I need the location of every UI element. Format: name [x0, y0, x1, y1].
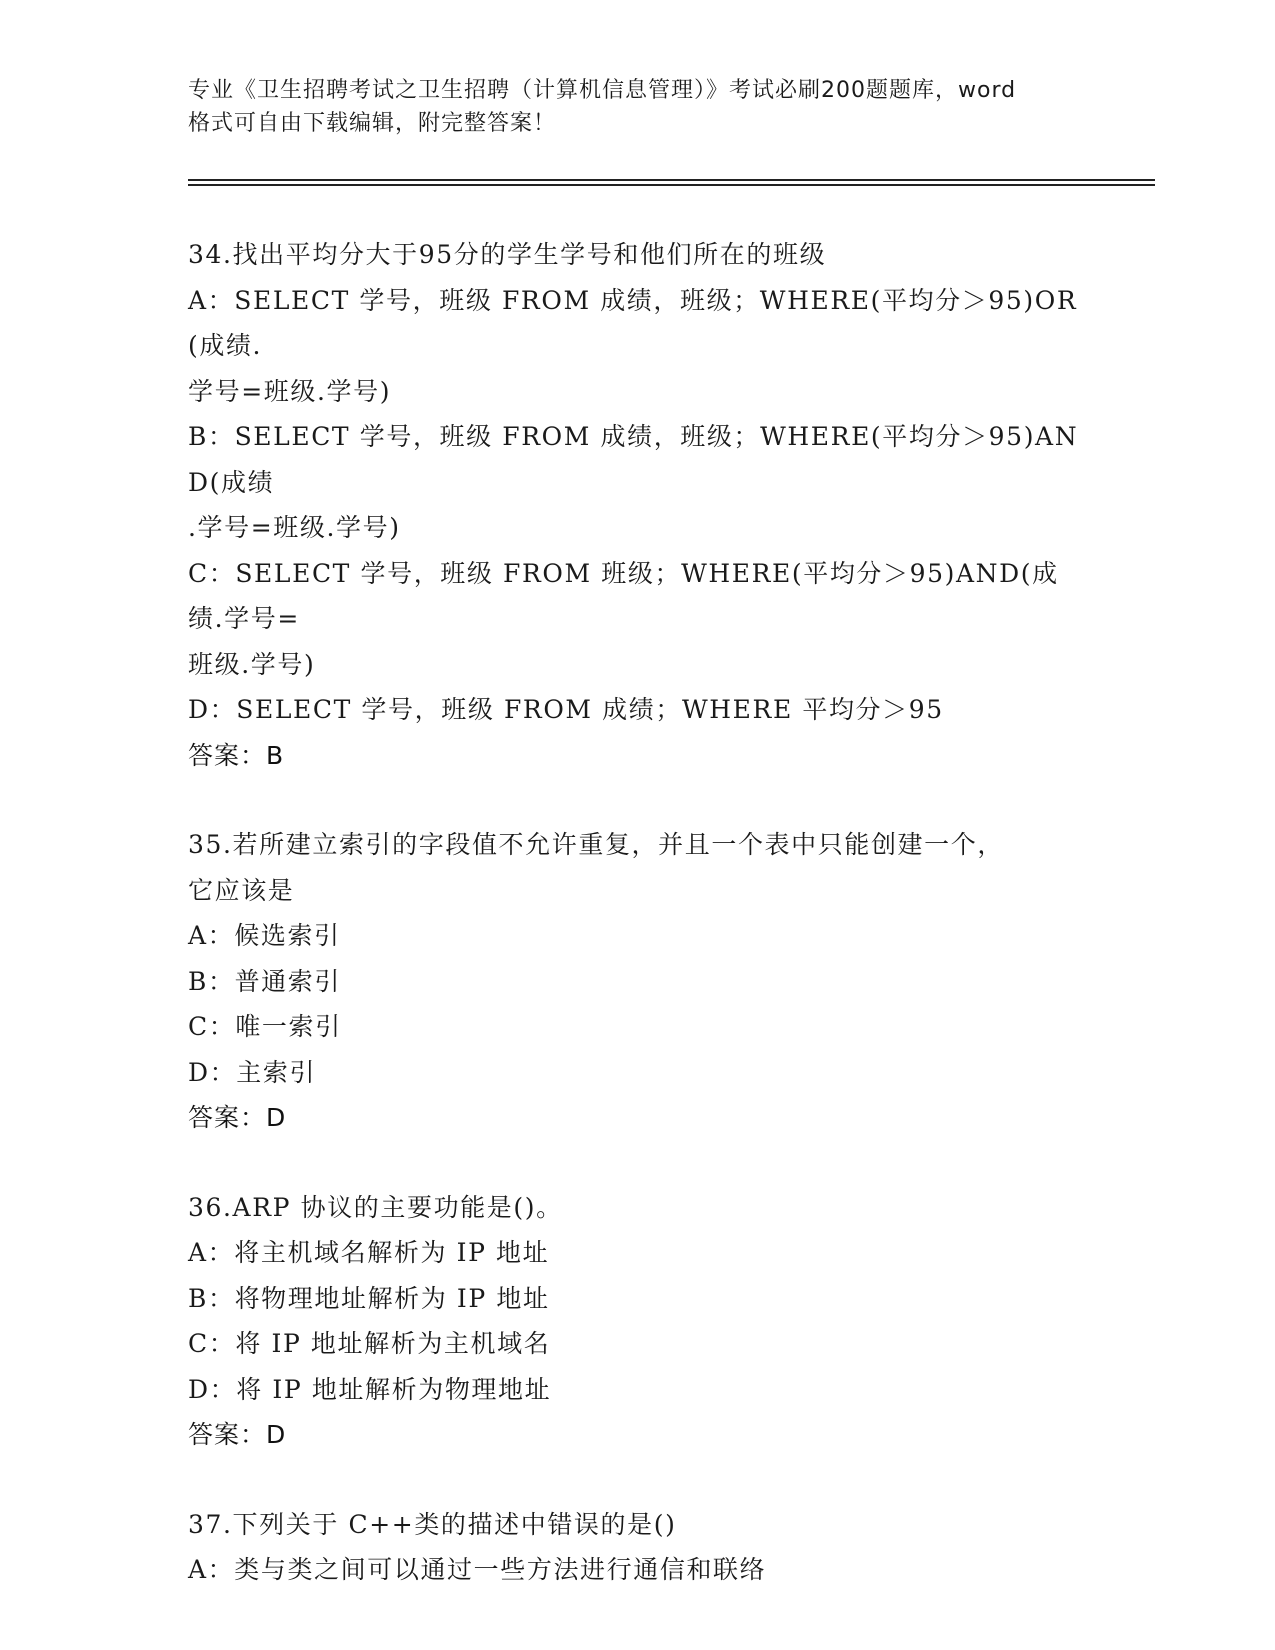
question-list: [188, 232, 1088, 1637]
question-block: [188, 232, 1088, 778]
question-block: [188, 1502, 1088, 1593]
question-stem: 37.下列关于 C++类的描述中错误的是(): [188, 1509, 677, 1539]
question-stem: 34.找出平均分大于95分的学生学号和他们所在的班级: [188, 240, 827, 269]
option-line: B：将物理地址解析为 IP 地址: [188, 1283, 550, 1313]
option-line: D：将 IP 地址解析为物理地址: [188, 1374, 552, 1404]
option-line: D：SELECT 学号，班级 FROM 成绩；WHERE 平均分＞95: [188, 695, 944, 724]
question-block: [188, 1185, 1088, 1458]
answer-line: 答案：D: [188, 1103, 287, 1132]
document-header: [188, 74, 1088, 140]
option-line: C：SELECT 学号，班级 FROM 班级；WHERE(平均分＞95)AND(成绩.学号=: [188, 558, 1059, 633]
answer-line: 答案：D: [188, 1420, 287, 1449]
question-stem: 它应该是: [188, 875, 295, 905]
option-line: B：SELECT 学号，班级 FROM 成绩，班级；WHERE(平均分＞95)AND(成绩: [188, 422, 1079, 497]
option-line: D：主索引: [188, 1057, 317, 1087]
option-line: .学号=班级.学号): [188, 513, 401, 542]
option-line: C：将 IP 地址解析为主机域名: [188, 1329, 551, 1358]
answer-line: 答案：B: [188, 740, 285, 770]
option-line: C：唯一索引: [188, 1012, 342, 1041]
question-stem: 35.若所建立索引的字段值不允许重复，并且一个表中只能创建一个，: [188, 830, 1004, 859]
question-block: [188, 822, 1088, 1141]
option-line: B：普通索引: [188, 966, 341, 996]
question-stem: 36.ARP 协议的主要功能是()。: [188, 1192, 563, 1222]
option-line: A：类与类之间可以通过一些方法进行通信和联络: [188, 1555, 767, 1584]
option-line: A：候选索引: [188, 921, 341, 950]
option-line: A：将主机域名解析为 IP 地址: [188, 1238, 550, 1267]
option-line: 学号=班级.学号): [188, 376, 392, 406]
option-line: A：SELECT 学号，班级 FROM 成绩，班级；WHERE(平均分＞95)OR(成绩.: [188, 285, 1078, 360]
header-divider-bottom: [188, 184, 1155, 186]
option-line: 班级.学号): [188, 649, 316, 679]
header-line-1: 专业《卫生招聘考试之卫生招聘（计算机信息管理）》考试必刷200题题库，word: [188, 78, 1017, 103]
header-divider-top: [188, 179, 1155, 181]
header-line-2: 格式可自由下载编辑，附完整答案！: [188, 111, 557, 136]
